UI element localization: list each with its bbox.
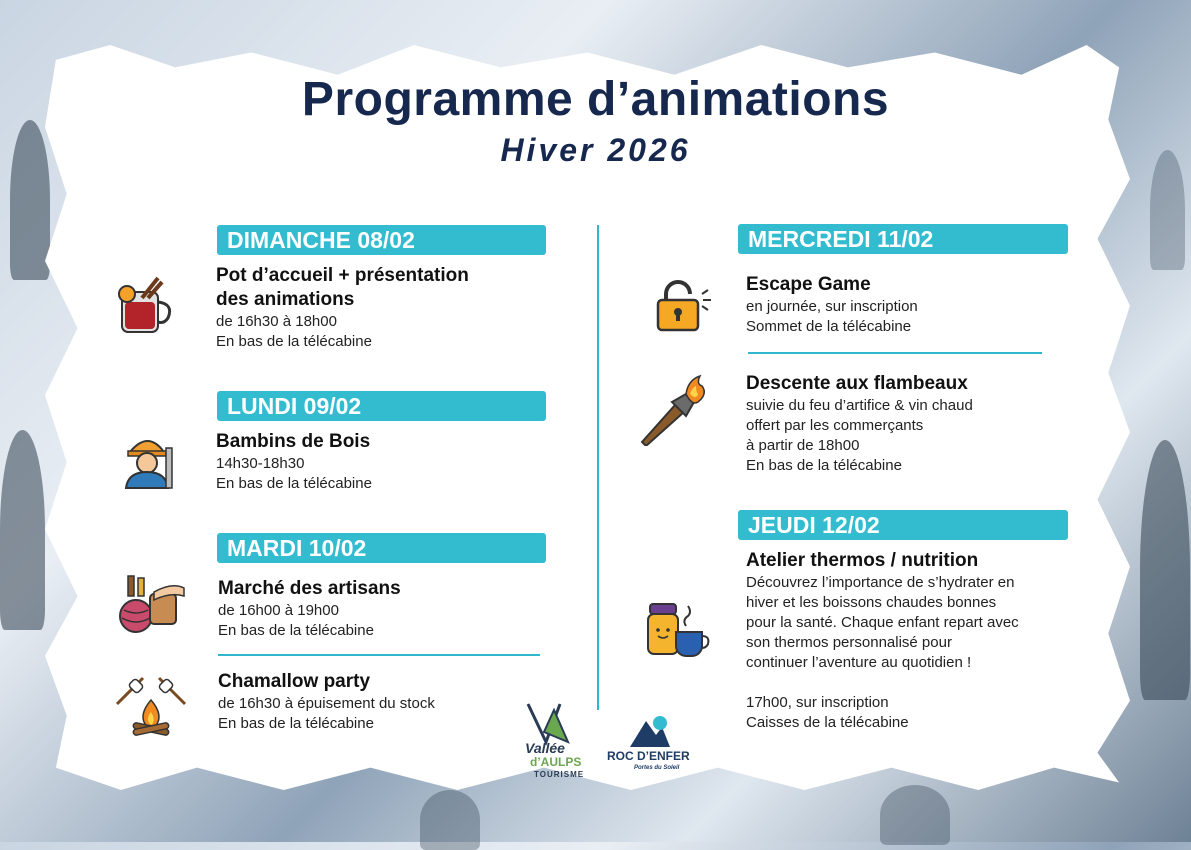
event-chamallow-party (218, 670, 558, 734)
event-time: 14h30-18h30 (216, 455, 305, 472)
event-time: de 16h30 à épuisement du stock (218, 695, 435, 712)
event-title: des animations (216, 289, 355, 310)
event-atelier-thermos (746, 549, 1118, 733)
event-title: Pot d’accueil + présentation (216, 265, 469, 286)
event-title: Descente aux flambeaux (746, 373, 968, 394)
day-header-dimanche: DIMANCHE 08/02 (217, 225, 546, 255)
event-descente-flambeaux (746, 372, 1106, 476)
event-spacer (746, 673, 1118, 693)
roc-enfer-logo-text: ROC D’ENFER (607, 749, 690, 763)
event-title: Escape Game (746, 274, 871, 295)
mulled-wine-icon (112, 276, 180, 338)
event-description: hiver et les boissons chaudes bonnes (746, 594, 997, 611)
lumberjack-icon (120, 432, 178, 490)
thermos-cup-icon (642, 596, 712, 658)
day-header-lundi: LUNDI 09/02 (217, 391, 546, 421)
event-location: En bas de la télécabine (218, 715, 374, 732)
event-time: 17h00, sur inscription (746, 694, 889, 711)
padlock-icon (654, 278, 714, 332)
day-header-jeudi: JEUDI 12/02 (738, 510, 1068, 540)
roc-enfer-tagline: Portes du Soleil (634, 765, 680, 771)
event-time: en journée, sur inscription (746, 298, 918, 315)
torch-icon (636, 374, 708, 446)
event-location: En bas de la télécabine (218, 622, 374, 639)
event-title: Chamallow party (218, 671, 371, 692)
event-detail: suivie du feu d’artifice & vin chaud (746, 397, 973, 414)
event-separator (748, 352, 1042, 354)
event-marche-artisans (218, 577, 558, 641)
event-title: Marché des artisans (218, 578, 401, 599)
event-location: Sommet de la télécabine (746, 318, 912, 335)
page-title: Programme d’animations (301, 73, 890, 126)
day-header-mercredi: MERCREDI 11/02 (738, 224, 1068, 254)
marshmallow-fire-icon (113, 670, 189, 738)
event-pot-accueil (216, 264, 556, 352)
event-time: de 16h30 à 18h00 (216, 313, 337, 330)
event-description: son thermos personnalisé pour (746, 634, 952, 651)
event-detail: offert par les commerçants (746, 417, 924, 434)
event-bambins-de-bois (216, 430, 556, 494)
event-title: Bambins de Bois (216, 431, 371, 452)
event-description: pour la santé. Chaque enfant repart avec (746, 614, 1019, 631)
event-description: Découvrez l’importance de s’hydrater en (746, 574, 1015, 591)
event-location: Caisses de la télécabine (746, 714, 909, 731)
event-location: En bas de la télécabine (216, 333, 372, 350)
day-header-mardi: MARDI 10/02 (217, 533, 546, 563)
roc-enfer-mountain-icon (628, 713, 672, 749)
event-separator (218, 654, 540, 656)
vallee-logo-text: d’AULPS (530, 755, 582, 769)
event-location: En bas de la télécabine (746, 457, 902, 474)
column-divider (597, 225, 599, 710)
event-title: Atelier thermos / nutrition (746, 550, 979, 571)
event-location: En bas de la télécabine (216, 475, 372, 492)
event-time: de 16h00 à 19h00 (218, 602, 339, 619)
event-time: à partir de 18h00 (746, 437, 860, 454)
vallee-logo-text: Vallée (525, 740, 565, 756)
crafts-icon (110, 572, 186, 636)
vallee-logo-text: TOURISME (534, 770, 585, 779)
page-subtitle: Hiver 2026 (500, 132, 691, 168)
event-escape-game (746, 273, 1106, 337)
event-description: continuer l’aventure au quotidien ! (746, 654, 972, 671)
